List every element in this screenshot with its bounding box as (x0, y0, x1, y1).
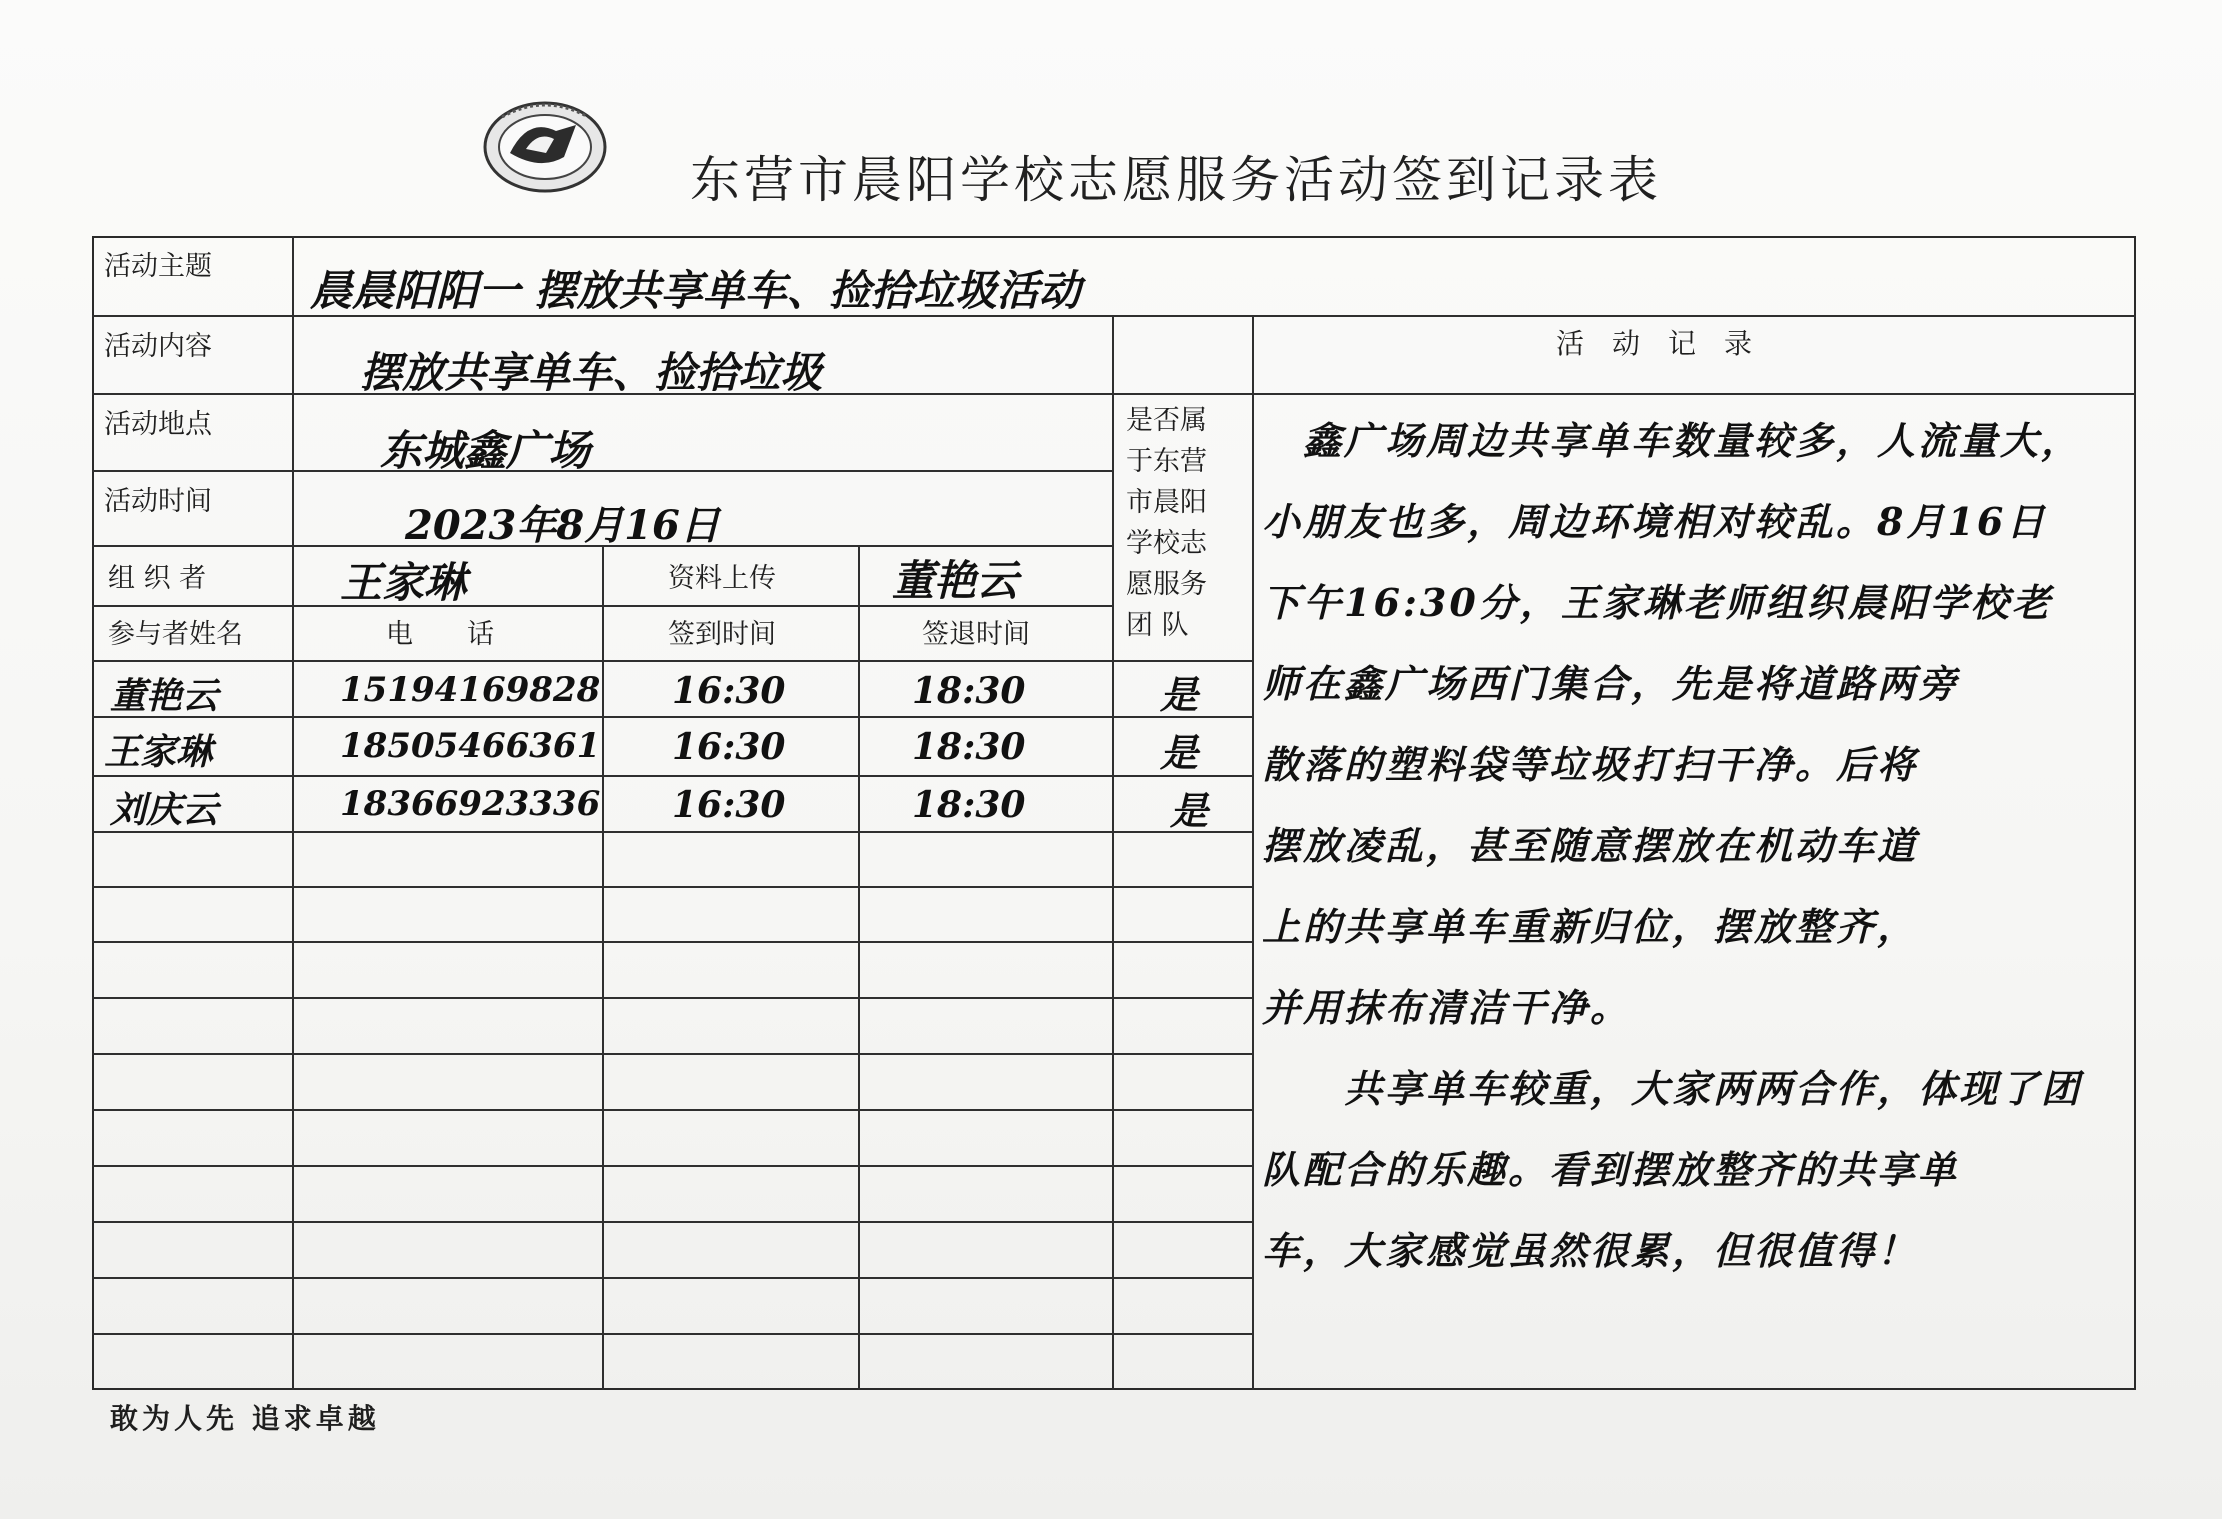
participant-member: 是 (1160, 730, 1199, 775)
label-sign-out: 签退时间 (922, 619, 1030, 650)
participant-sign-out: 18:30 (912, 726, 1026, 768)
participant-sign-in: 16:30 (672, 670, 786, 712)
row-divider (92, 470, 1112, 472)
value-organizer: 王家琳 (340, 558, 467, 607)
record-line: 下午16:30分，王家琳老师组织晨阳学校老 (1262, 580, 2053, 625)
participant-member: 是 (1160, 672, 1199, 717)
record-line: 小朋友也多，周边环境相对较乱。8月16日 (1262, 499, 2048, 544)
label-content: 活动内容 (104, 331, 212, 362)
row-divider (92, 1277, 1252, 1279)
record-line: 上的共享单车重新归位，摆放整齐， (1262, 904, 1919, 949)
form-title: 东营市晨阳学校志愿服务活动签到记录表 (690, 151, 1662, 209)
participant-phone: 15194169828 (340, 670, 601, 710)
participant-name: 董艳云 (110, 675, 219, 717)
row-divider (92, 886, 1252, 888)
participant-name: 刘庆云 (110, 789, 219, 831)
participant-phone: 18366923336 (340, 784, 601, 824)
label-phone: 电 话 (386, 619, 494, 650)
col-divider (292, 236, 294, 1390)
participant-sign-in: 16:30 (672, 784, 786, 826)
participant-sign-out: 18:30 (912, 670, 1026, 712)
row-divider (92, 1109, 1252, 1111)
value-location: 东城鑫广场 (380, 426, 591, 475)
row-divider (92, 1221, 1252, 1223)
col-divider (602, 545, 604, 1390)
record-line: 共享单车较重，大家两两合作，体现了团 (1262, 1066, 2083, 1111)
record-line: 车，大家感觉虽然很累，但很值得！ (1262, 1228, 1919, 1273)
row-divider (92, 831, 1252, 833)
label-upload: 资料上传 (668, 563, 776, 594)
row-divider (92, 1053, 1252, 1055)
row-divider (92, 716, 1252, 718)
row-divider (92, 660, 1252, 662)
row-divider (92, 775, 1252, 777)
participant-sign-in: 16:30 (672, 726, 786, 768)
label-time: 活动时间 (104, 486, 212, 517)
record-line: 散落的塑料袋等垃圾打扫干净。后将 (1262, 742, 1919, 787)
record-line: 队配合的乐趣。看到摆放整齐的共享单 (1262, 1147, 1960, 1192)
col-divider (1252, 315, 1254, 1390)
participant-sign-out: 18:30 (912, 784, 1026, 826)
col-divider (858, 545, 860, 1390)
school-motto: 敢为人先 追求卓越 (110, 1402, 380, 1435)
row-divider (92, 1333, 1252, 1335)
record-line: 师在鑫广场西门集合，先是将道路两旁 (1262, 661, 1960, 706)
participant-name: 王家琳 (104, 731, 213, 773)
value-theme: 晨晨阳阳一 摆放共享单车、捡拾垃圾活动 (310, 266, 1081, 315)
row-divider (92, 1165, 1252, 1167)
participant-phone: 18505466361 (340, 726, 601, 766)
row-divider (92, 941, 1252, 943)
record-line: 并用抹布清洁干净。 (1262, 985, 1632, 1030)
record-line: 鑫广场周边共享单车数量较多，人流量大， (1262, 418, 2083, 463)
participant-member: 是 (1170, 788, 1209, 833)
record-line: 摆放凌乱，甚至随意摆放在机动车道 (1262, 823, 1919, 868)
record-header: 活 动 记 录 (1556, 327, 1753, 360)
row-divider (92, 997, 1252, 999)
label-participant-name: 参与者姓名 (108, 619, 243, 650)
label-affiliation: 是否属 于东营 市晨阳 学校志 愿服务 团 队 (1126, 405, 1207, 641)
col-divider (1112, 315, 1114, 1390)
school-logo (480, 95, 610, 195)
label-organizer: 组 织 者 (108, 563, 207, 594)
activity-record (1262, 400, 2132, 1291)
label-theme: 活动主题 (104, 251, 212, 282)
value-upload: 董艳云 (892, 556, 1019, 605)
label-location: 活动地点 (104, 409, 212, 440)
label-sign-in: 签到时间 (668, 619, 776, 650)
value-content: 摆放共享单车、捡拾垃圾 (360, 348, 823, 397)
value-time: 2023年8月16日 (405, 502, 720, 549)
row-divider (1252, 393, 2136, 395)
